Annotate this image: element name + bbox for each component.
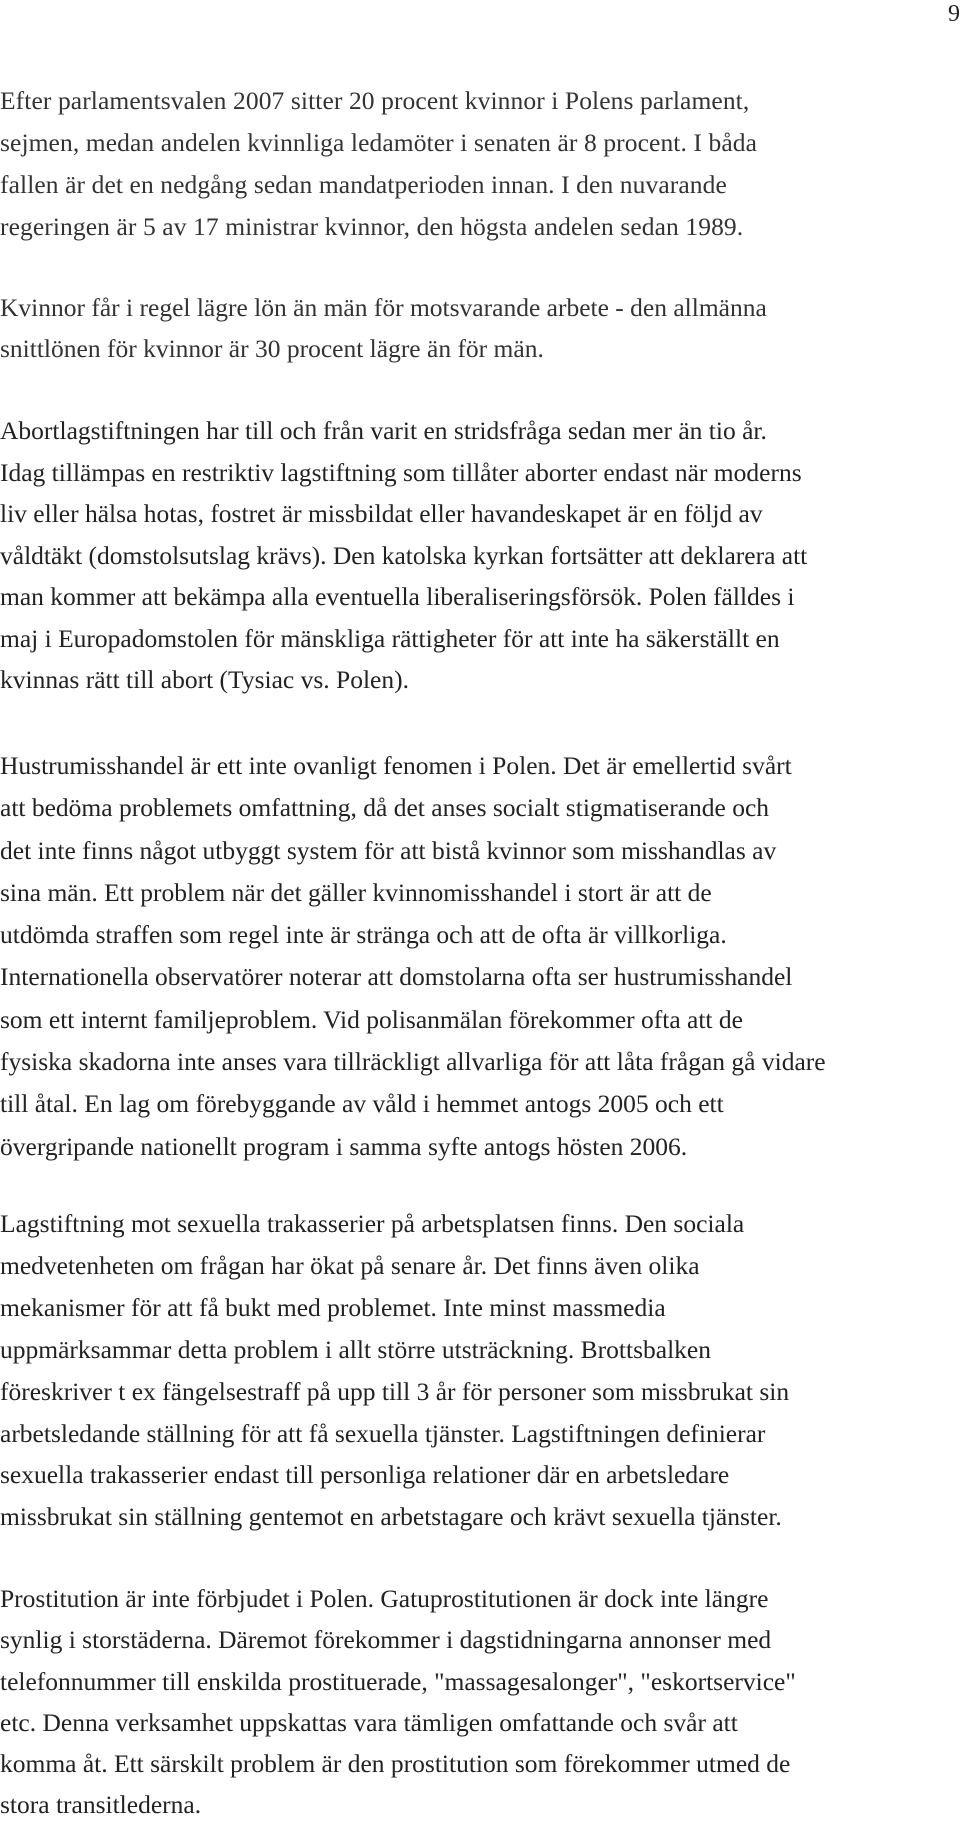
paragraph-sexual-harassment: Lagstiftning mot sexuella trakasserier på arbetsplatsen finns. Den sociala medvetenheten om frågan har ökat på senare år. Det finns även olika mekanismer för att få bukt med problemet. Inte minst massmedia uppmärksammar detta problem i allt större utsträckning. Brottsbalken föreskriver t ex fängelsestraff på upp till 3 år för personer som missbrukat sin arbetsledande ställning för att få sexuella tjänster. Lagstiftningen definierar sexuella trakasserier endast till personliga relationer där en arbetsledare missbrukat sin ställning gentemot en arbetstagare och krävt sexuella tjänster.	[0, 1209, 790, 1532]
paragraph-prostitution: Prostitution är inte förbjudet i Polen. Gatuprostitutionen är dock inte längre synlig i storstäderna. Däremot förekommer i dagstidningarna annonser med telefonnummer till enskilda prostituerade, "massagesalonger", "eskortservice" etc. Denna verksamhet uppskattas vara tämligen omfattande och svår att komma åt. Ett särskilt problem är den prostitution som förekommer utmed de stora transitlederna.	[0, 1584, 796, 1820]
page-number: 9	[948, 1, 960, 27]
paragraph-parliament: Efter parlamentsvalen 2007 sitter 20 procent kvinnor i Polens parlament, sejmen, medan andelen kvinnliga ledamöter i senaten är 8 procent. I båda fallen är det en nedgång sedan mandatperioden innan. I den nuvarande regeringen är 5 av 17 ministrar kvinnor, den högsta andelen sedan 1989.	[0, 86, 758, 241]
paragraph-abortion: Abortlagstiftningen har till och från varit en stridsfråga sedan mer än tio år. Idag tillämpas en restriktiv lagstiftning som tillåter aborter endast när moderns liv eller hälsa hotas, fostret är missbildat eller havandeskapet är en följd av våldtäkt (domstolsutslag krävs). Den katolska kyrkan fortsätter att deklarera att man kommer att bekämpa alla eventuella liberaliseringsförsök. Polen fälldes i maj i Europadomstolen för mänskliga rättigheter för att inte ha säkerställt en kvinnas rätt till abort (Tysiac vs. Polen).	[0, 416, 808, 694]
paragraph-salary: Kvinnor får i regel lägre lön än män för motsvarande arbete - den allmänna snittlönen för kvinnor är 30 procent lägre än för män.	[0, 293, 767, 363]
paragraph-domestic-violence: Hustrumisshandel är ett inte ovanligt fenomen i Polen. Det är emellertid svårt att bedöma problemets omfattning, då det anses socialt stigmatiserande och det inte finns något utbyggt system för att bistå kvinnor som misshandlas av sina män. Ett problem när det gäller kvinnomisshandel i stort är att de utdömda straffen som regel inte är stränga och att de ofta är villkorliga. Internationella observatörer noterar att domstolarna ofta ser hustrumisshandel som ett internt familjeproblem. Vid polisanmälan förekommer ofta att de fysiska skadorna inte anses vara tillräckligt allvarliga för att låta frågan gå vidare till åtal. En lag om förebyggande av våld i hemmet antogs 2005 och ett övergripande nationellt program i samma syfte antogs hösten 2006.	[0, 751, 826, 1161]
